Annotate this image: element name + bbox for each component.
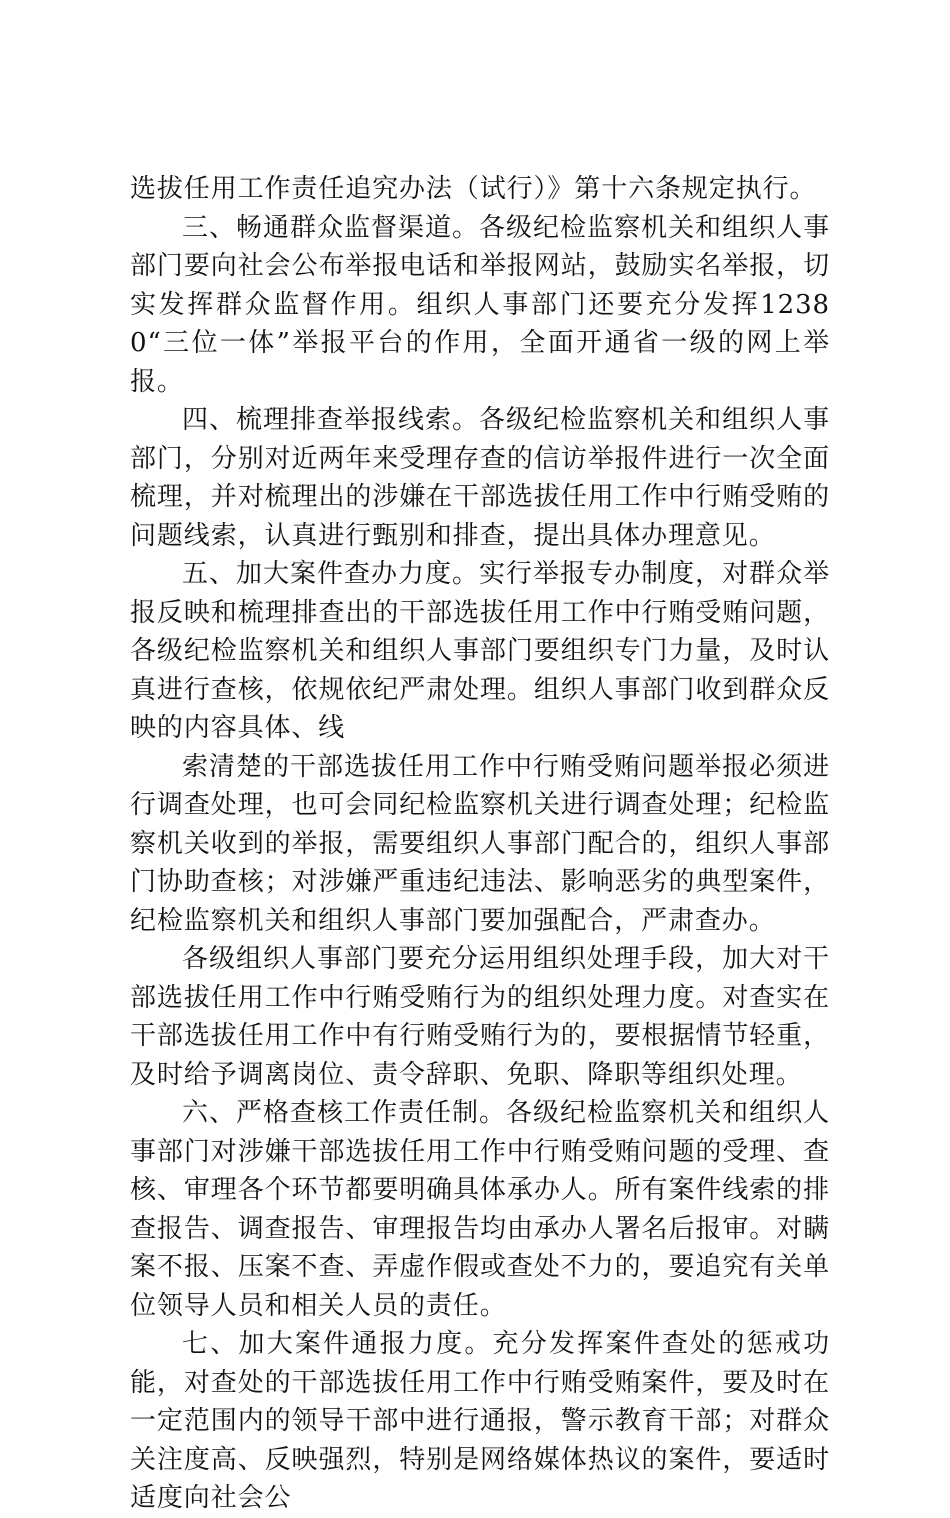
paragraph-item-7: 七、加大案件通报力度。充分发挥案件查处的惩戒功能，对查处的干部选拔任用工作中行贿受贿案件，要及时在一定范围内的领导干部中进行通报，警示教育干部；对群众关注度高、反映强烈，特别是网络媒体热议的案件，要适时适度向社会公 <box>130 1329 830 1513</box>
paragraph-item-3: 三、畅通群众监督渠道。各级纪检监察机关和组织人事部门要向社会公布举报电话和举报网站，鼓励实名举报，切实发挥群众监督作用。组织人事部门还要充分发挥12380“三位一体”举报平台的作用，全面开通省一级的网上举报。 <box>130 212 830 397</box>
paragraph-item-4: 四、梳理排查举报线索。各级纪检监察机关和组织人事部门，分别对近两年来受理存查的信访举报件进行一次全面梳理，并对梳理出的涉嫌在干部选拔任用工作中行贿受贿的问题线索，认真进行甄别和排查，提出具体办理意见。 <box>130 405 830 551</box>
paragraph-organization-handling: 各级组织人事部门要充分运用组织处理手段，加大对干部选拔任用工作中行贿受贿行为的组织处理力度。对查实在干部选拔任用工作中有行贿受贿行为的，要根据情节轻重，及时给予调离岗位、责令辞职、免职、降职等组织处理。 <box>130 944 830 1090</box>
paragraph-item-5: 五、加大案件查办力度。实行举报专办制度，对群众举报反映和梳理排查出的干部选拔任用工作中行贿受贿问题，各级纪检监察机关和组织人事部门要组织专门力量，及时认真进行查核，依规依纪严肃处理。组织人事部门收到群众反映的内容具体、线 <box>130 559 830 743</box>
paragraph-item-5-continued: 索清楚的干部选拔任用工作中行贿受贿问题举报必须进行调查处理，也可会同纪检监察机关进行调查处理；纪检监察机关收到的举报，需要组织人事部门配合的，组织人事部门协助查核；对涉嫌严重违纪违法、影响恶劣的典型案件，纪检监察机关和组织人事部门要加强配合，严肃查办。 <box>130 751 830 936</box>
paragraph-continuation: 选拔任用工作责任追究办法（试行）》第十六条规定执行。 <box>130 174 817 204</box>
document-body <box>130 170 830 1518</box>
paragraph-item-6: 六、严格查核工作责任制。各级纪检监察机关和组织人事部门对涉嫌干部选拔任用工作中行贿受贿问题的受理、查核、审理各个环节都要明确具体承办人。所有案件线索的排查报告、调查报告、审理报告均由承办人署名后报审。对瞒案不报、压案不查、弄虚作假或查处不力的，要追究有关单位领导人员和相关人员的责任。 <box>130 1098 830 1321</box>
